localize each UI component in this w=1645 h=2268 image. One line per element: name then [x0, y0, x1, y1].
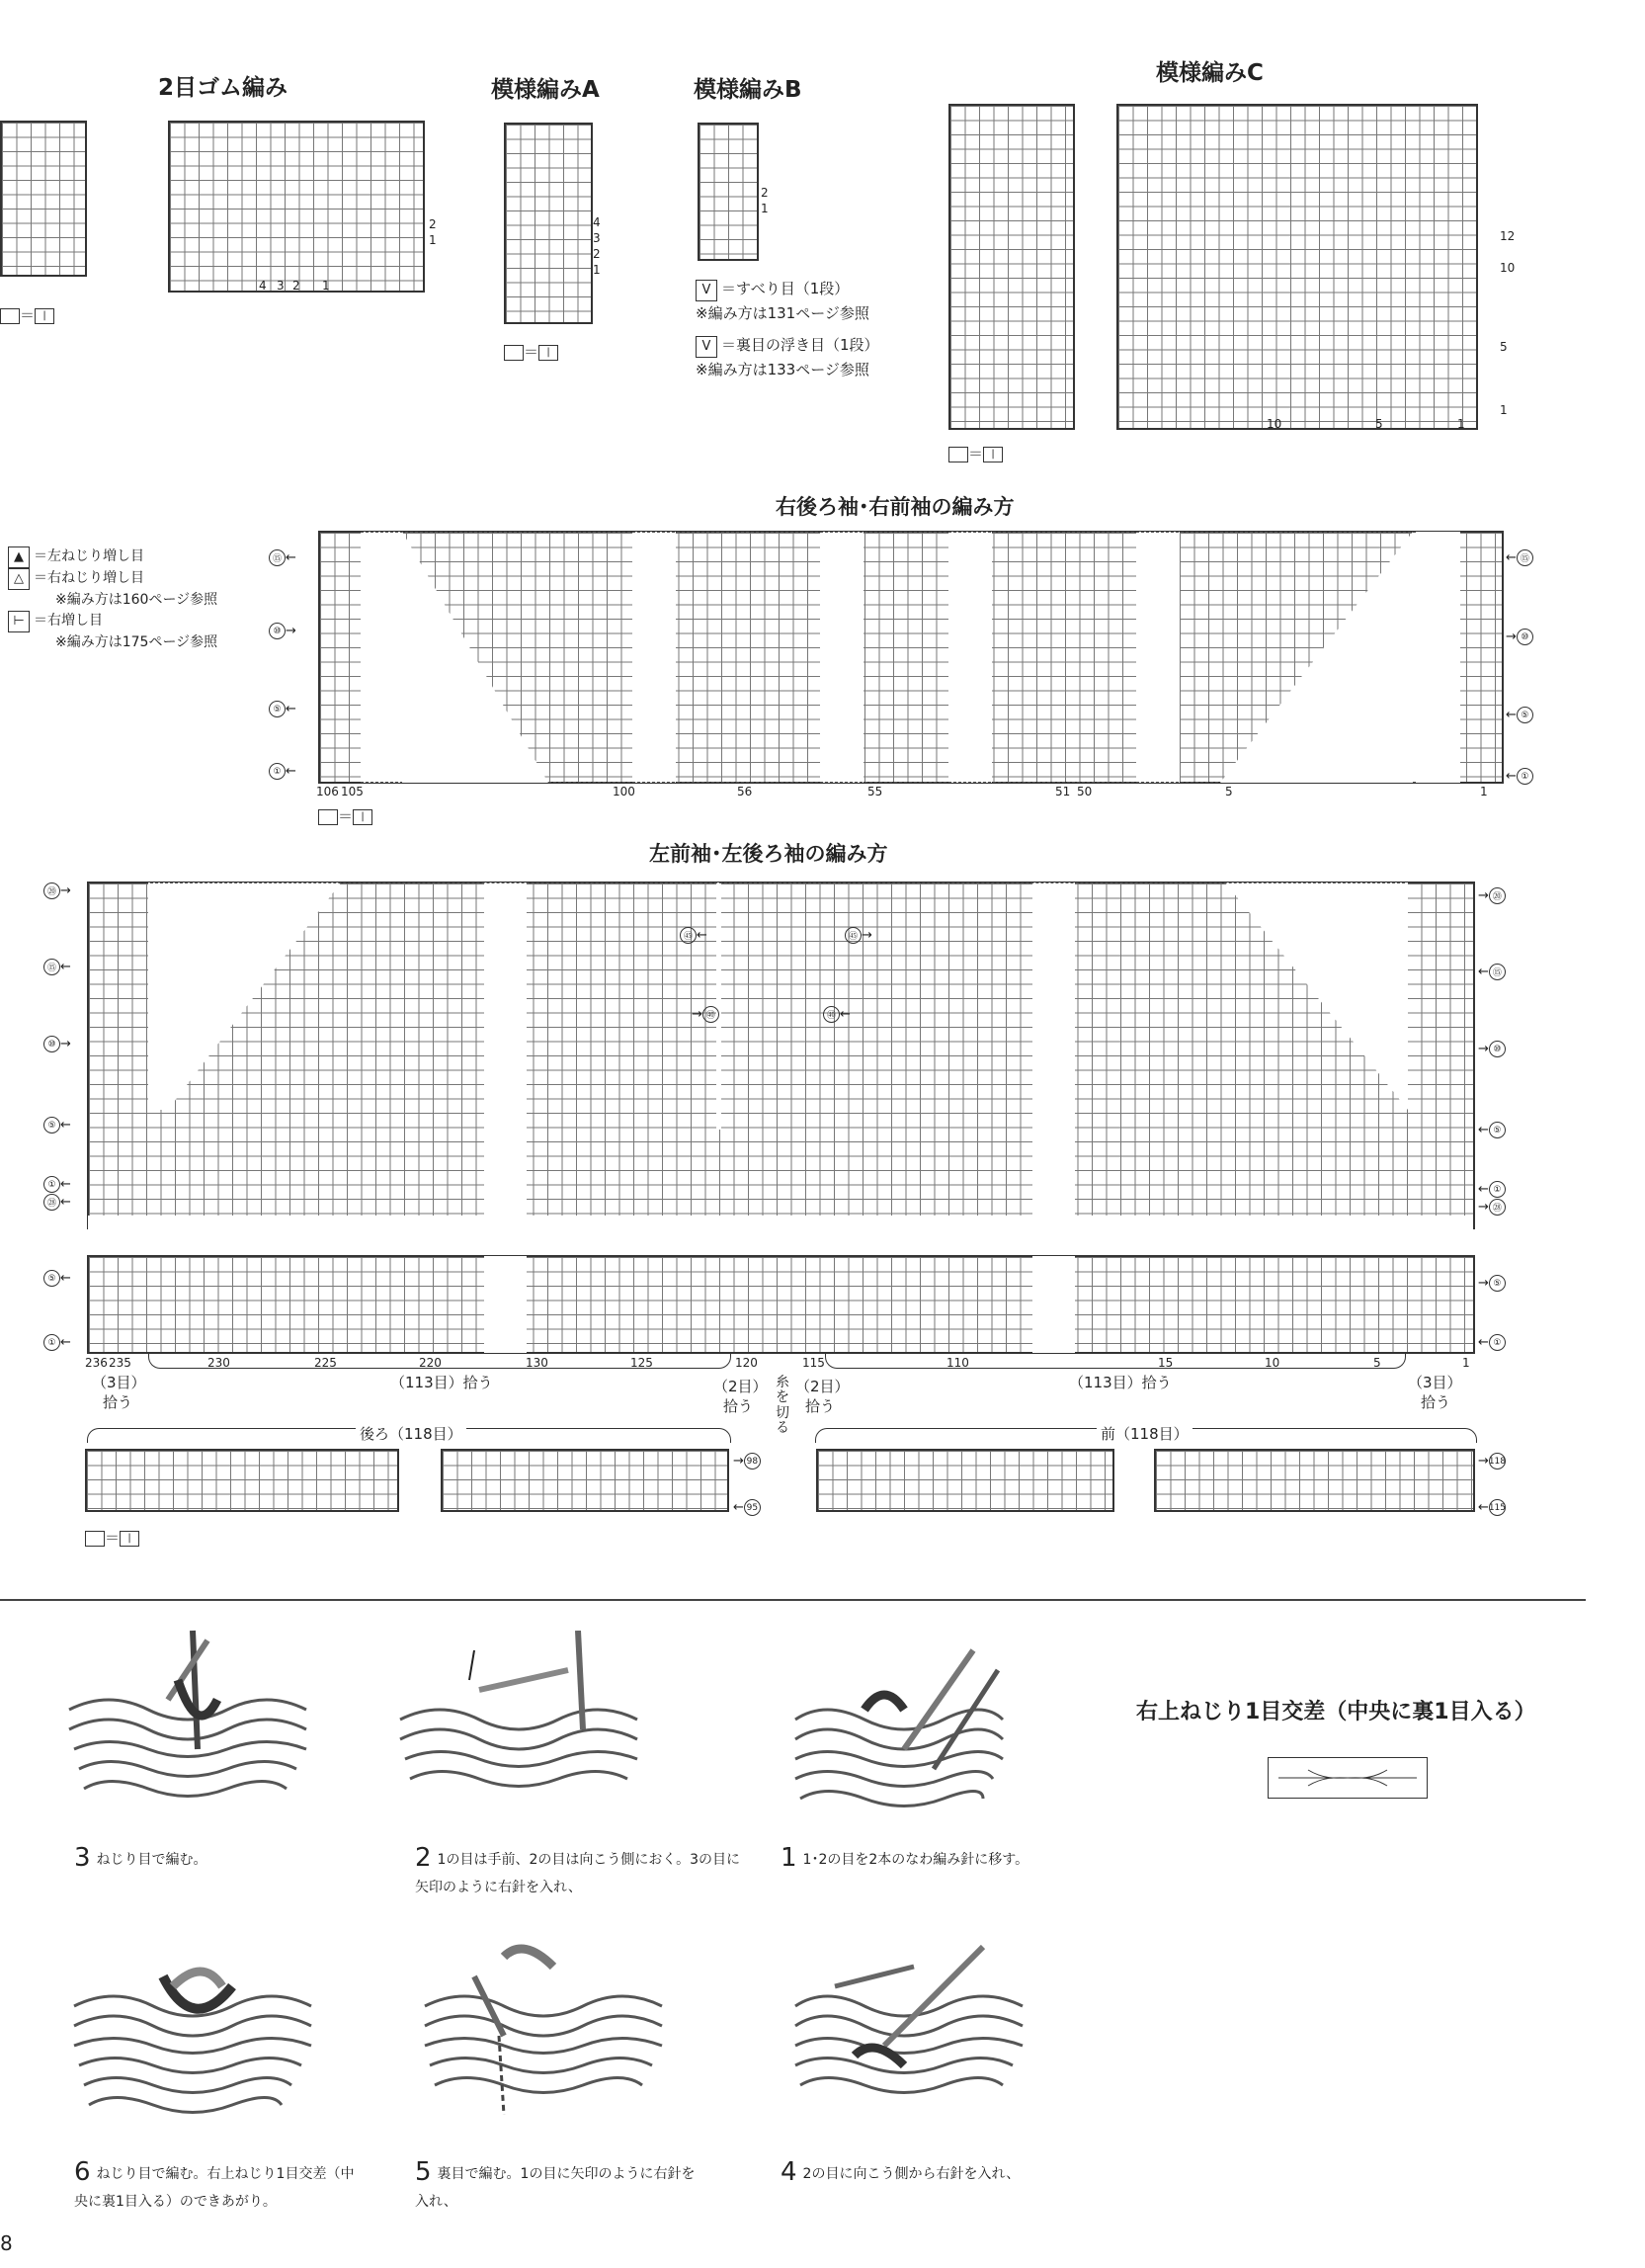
step-4-caption: 4 2の目に向こう側から右針を入れ、	[781, 2157, 1021, 2187]
rib-col-3: 3	[277, 279, 285, 293]
left-row-28: ㉘ ←	[43, 1194, 71, 1211]
left-mid-45: ㊺ ←	[680, 927, 707, 944]
right-col-51: 51	[1055, 785, 1071, 798]
left-row-28-r: → ㉘	[1478, 1199, 1506, 1216]
increase-legend: ▲ ＝左ねじり増し目 △ ＝右ねじり増し目 ※編み方は160ページ参照 ⊢ ＝右増し目 ※編み方は175ページ参照	[8, 546, 217, 653]
pattern-b-row-2: 2	[761, 186, 769, 200]
back-label: 後ろ（118目）	[356, 1423, 466, 1444]
left-col-110: 110	[946, 1356, 969, 1370]
right-sleeve-title: 右後ろ袖･右前袖の編み方	[776, 495, 1015, 519]
back-chart-left	[85, 1449, 399, 1512]
pattern-b-chart	[698, 123, 759, 261]
left-twist-increase-icon: ▲	[8, 546, 30, 568]
right-col-1: 1	[1480, 785, 1488, 798]
left-col-120: 120	[735, 1356, 758, 1370]
pickup-3-left-b: 拾う	[103, 1393, 133, 1411]
right-sleeve-shaping	[402, 532, 1413, 783]
section-divider	[0, 1599, 1586, 1601]
step-6-caption: 6 ねじり目で編む。右上ねじり1目交差（中央に裏1目入る）のできあがり。	[74, 2157, 355, 2210]
right-col-55: 55	[867, 785, 883, 798]
right-row-15: ⑮ ←	[269, 549, 296, 566]
left-col-15: 15	[1158, 1356, 1174, 1370]
back-row-98: → 98	[733, 1453, 761, 1470]
pattern-c-col-10: 10	[1267, 417, 1282, 431]
pattern-a-chart	[504, 123, 593, 324]
right-row-5-r: ← ⑤	[1506, 707, 1533, 723]
front-row-118: → 118	[1478, 1454, 1506, 1469]
lower-key: ＝ |	[85, 1527, 139, 1548]
rib-col-2: 2	[292, 279, 300, 293]
left-row-1: ① ←	[43, 1176, 71, 1193]
left-col-115: 115	[802, 1356, 825, 1370]
pattern-c-row-12: 12	[1500, 229, 1516, 243]
pattern-b-title: 模様編みB	[694, 77, 802, 103]
left-col-225: 225	[314, 1356, 337, 1370]
step-2-illustration	[380, 1631, 677, 1828]
step-2-caption: 2 1の目は手前、2の目は向こう側におく。3の目に矢印のように右針を入れ、	[415, 1843, 740, 1895]
pickup-brace-right	[825, 1354, 1406, 1369]
rib-col-1: 1	[322, 279, 330, 293]
left-row-20-r: → ⑳	[1478, 887, 1506, 904]
pickup-3-right: （3目）	[1408, 1374, 1462, 1391]
step-3-illustration	[49, 1621, 346, 1818]
pattern-a-row-1: 1	[593, 263, 601, 277]
left-row-10: ⑩ →	[43, 1036, 71, 1052]
front-chart-left	[816, 1449, 1114, 1512]
pattern-c-row-5: 5	[1500, 340, 1508, 354]
front-chart-right	[1154, 1449, 1475, 1512]
left-rib-row-1-r: ← ①	[1478, 1334, 1506, 1351]
step-4-illustration	[766, 1927, 1062, 2115]
rib-key: ＝ |	[0, 304, 54, 325]
right-row-1-r: ← ①	[1506, 768, 1533, 785]
left-sleeve-shaping	[148, 882, 1472, 1228]
cross-stitch-symbol	[1268, 1757, 1428, 1799]
rib-chart-right	[168, 121, 425, 293]
left-col-1: 1	[1462, 1356, 1470, 1370]
pattern-a-key: ＝ |	[504, 341, 558, 362]
left-col-130: 130	[526, 1356, 548, 1370]
left-rib-row-5: ⑤ ←	[43, 1270, 71, 1287]
left-mid-40: → ㊵	[692, 1006, 719, 1023]
pickup-113-right: （113目）拾う	[1069, 1374, 1172, 1391]
left-col-220: 220	[419, 1356, 442, 1370]
slip-stitch-icon: V	[696, 280, 717, 301]
cut-yarn-note: 糸を切る	[776, 1375, 789, 1437]
left-col-235: 235	[109, 1356, 131, 1370]
cross-symbol-icon	[1269, 1758, 1427, 1798]
right-sleeve-key: ＝ |	[318, 805, 372, 826]
pickup-2-right: （2目）	[795, 1378, 850, 1395]
pattern-c-title: 模様編みC	[1156, 60, 1264, 86]
rib-row-2: 2	[429, 217, 437, 231]
pickup-brace-left	[148, 1354, 731, 1369]
left-col-236: 236	[85, 1356, 108, 1370]
rib-row-1: 1	[429, 233, 437, 247]
left-sleeve-rib	[87, 1255, 1475, 1354]
pattern-c-col-1: 1	[1457, 417, 1465, 431]
left-row-1-r: ← ①	[1478, 1181, 1506, 1198]
pattern-a-row-2: 2	[593, 247, 601, 261]
rib-chart-left	[0, 121, 87, 277]
right-col-50: 50	[1077, 785, 1093, 798]
left-mid-45-r: ㊺ →	[845, 927, 872, 944]
pickup-3-left: （3目）	[92, 1374, 146, 1391]
cross-stitch-title: 右上ねじり1目交差（中央に裏1目入る）	[1136, 1700, 1536, 1724]
right-col-5: 5	[1225, 785, 1233, 798]
right-row-1: ① ←	[269, 763, 296, 780]
step-1-illustration	[766, 1640, 1062, 1828]
left-col-125: 125	[630, 1356, 653, 1370]
pattern-b-legend: V ＝すべり目（1段） ※編み方は131ページ参照 V ＝裏目の浮き目（1段） ※編み方は133ページ参照	[696, 280, 879, 378]
right-increase-icon: ⊢	[8, 611, 30, 632]
right-col-100: 100	[613, 785, 635, 798]
purl-float-icon: V	[696, 336, 717, 358]
back-row-95: ← 95	[733, 1499, 761, 1516]
left-rib-row-1: ① ←	[43, 1334, 71, 1351]
pickup-2-left-b: 拾う	[723, 1397, 754, 1415]
rib-title: 2目ゴム編み	[158, 75, 288, 101]
pickup-2-right-b: 拾う	[805, 1397, 836, 1415]
right-row-15-r: ← ⑮	[1506, 549, 1533, 566]
pattern-a-row-4: 4	[593, 215, 601, 229]
pattern-c-row-1: 1	[1500, 403, 1508, 417]
pickup-2-left: （2目）	[713, 1378, 768, 1395]
rib-col-4: 4	[259, 279, 267, 293]
step-5-illustration	[405, 1927, 682, 2115]
pattern-c-col-5: 5	[1375, 417, 1383, 431]
right-col-106: 106	[316, 785, 339, 798]
left-col-10: 10	[1265, 1356, 1280, 1370]
pattern-a-title: 模様編みA	[491, 77, 600, 103]
left-row-20: ⑳ →	[43, 882, 71, 899]
page-number: 8	[0, 2231, 13, 2255]
right-row-10-r: → ⑩	[1506, 629, 1533, 645]
pickup-3-right-b: 拾う	[1421, 1393, 1451, 1411]
pattern-c-row-10: 10	[1500, 261, 1516, 275]
right-col-105: 105	[341, 785, 364, 798]
left-col-5: 5	[1373, 1356, 1381, 1370]
pattern-b-row-1: 1	[761, 202, 769, 215]
right-col-56: 56	[737, 785, 753, 798]
right-row-5: ⑤ ←	[269, 701, 296, 717]
left-row-15-r: ← ⑮	[1478, 964, 1506, 980]
left-row-5-r: ← ⑤	[1478, 1122, 1506, 1138]
pattern-c-chart-right	[1116, 104, 1478, 430]
pickup-113-left: （113目）拾う	[390, 1374, 493, 1391]
back-chart-right	[441, 1449, 729, 1512]
left-rib-row-5-r: → ⑤	[1478, 1275, 1506, 1292]
left-mid-40-r: ㊵ ←	[823, 1006, 851, 1023]
right-row-10: ⑩ →	[269, 623, 296, 639]
front-row-115: ← 115	[1478, 1500, 1506, 1515]
left-row-5: ⑤ ←	[43, 1117, 71, 1134]
step-3-caption: 3 ねじり目で編む。	[74, 1843, 207, 1873]
left-sleeve-title: 左前袖･左後ろ袖の編み方	[649, 842, 888, 866]
left-row-10-r: → ⑩	[1478, 1041, 1506, 1057]
front-label: 前（118目）	[1097, 1423, 1193, 1444]
pattern-c-key: ＝ |	[948, 443, 1003, 463]
step-1-caption: 1 1･2の目を2本のなわ編み針に移す。	[781, 1843, 1029, 1873]
pattern-c-chart-left	[948, 104, 1075, 430]
right-twist-increase-icon: △	[8, 568, 30, 590]
left-row-15: ⑮ ←	[43, 959, 71, 975]
pattern-a-row-3: 3	[593, 231, 601, 245]
left-col-230: 230	[207, 1356, 230, 1370]
step-5-caption: 5 裏目で編む。1の目に矢印のように右針を入れ、	[415, 2157, 696, 2210]
step-6-illustration	[54, 1927, 331, 2115]
